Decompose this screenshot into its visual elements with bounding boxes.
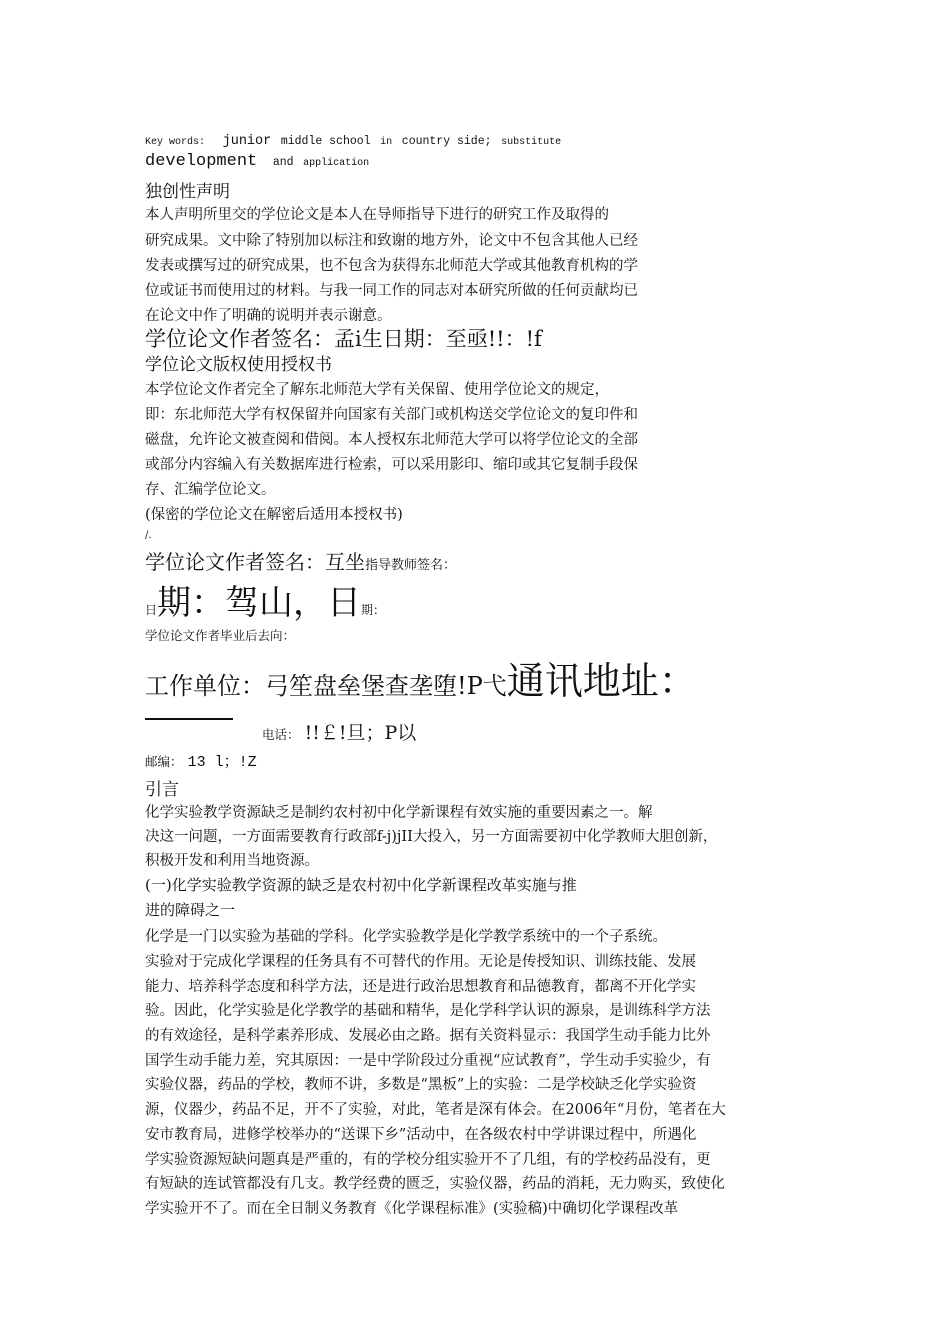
stray-mark: /. — [145, 530, 152, 541]
body-line: 学实验开不了。而在全日制义务教育《化学课程标准》(实验稿)中确切化学课程改革 — [145, 1201, 679, 1217]
address-dash — [145, 718, 233, 720]
advisor-signature-label: 指导教师签名： — [365, 558, 457, 573]
intro-line: 化学实验教学资源缺乏是制约农村初中化学新课程有效实施的重要因素之一。解 — [145, 805, 653, 821]
originality-line: 位或证书而使用过的材料。与我一同工作的同志对本研究所做的任何贡献均已 — [145, 283, 638, 299]
date-main: 期：驾山，日 — [157, 583, 362, 623]
keyword-middle-school: middle school — [280, 135, 371, 148]
body-line: 国学生动手能力差，究其原因：一是中学阶段过分重视“应试教育”，学生动手实验少，有 — [145, 1053, 711, 1069]
keyword-application: application — [303, 158, 370, 169]
postcode-label: 邮编： — [145, 754, 183, 769]
body-line: 验。因此，化学实验是化学教学的基础和精华，是化学科学认识的源泉，是训练科学方法 — [145, 1003, 711, 1019]
date-suffix: 期： — [361, 603, 386, 617]
body-line: 有短缺的连试管都没有几支。教学经费的匮乏，实验仪器，药品的消耗，无力购买，致使化 — [145, 1176, 725, 1192]
copyright-line: 或部分内容编入有关数据库进行检索，可以采用影印、缩印或其它复制手段保 — [145, 457, 638, 473]
body-line: 实验对于完成化学课程的任务具有不可替代的作用。无论是传授知识、训练技能、发展 — [145, 954, 696, 970]
originality-heading: 独创性声明 — [145, 182, 230, 202]
originality-line: 本人声明所里交的学位论文是本人在导师指导下进行的研究工作及取得的 — [145, 207, 609, 223]
postcode-line — [145, 750, 257, 771]
phone-value: !!￡!旦；P以 — [304, 722, 417, 744]
keywords-line-2 — [145, 152, 369, 171]
phone-label: 电话： — [262, 727, 300, 742]
body-line: 源，仪器少，药品不足，开不了实验，对此，笔者是深有体会。在2006年“月份，笔者在大 — [145, 1102, 726, 1118]
keyword-in: in — [380, 137, 393, 148]
copyright-line: 本学位论文作者完全了解东北师范大学有关保留、使用学位论文的规定， — [145, 382, 609, 398]
intro-line: 决这一问题，一方面需要教育行政部f-j)jII大投入，另一方面需要初中化学教师大胆创新， — [145, 829, 718, 845]
originality-line: 研究成果。文中除了特别加以标注和致谢的地方外，论文中不包含其他人已经 — [145, 233, 638, 249]
keyword-junior: junior — [222, 134, 272, 149]
after-grad-label: 学位论文作者毕业后去向： — [145, 628, 296, 643]
copyright-heading: 学位论文版权使用授权书 — [145, 355, 332, 375]
body-line: 化学是一门以实验为基础的学科。化学实验教学是化学教学系统中的一个子系统。 — [145, 929, 667, 945]
copyright-line: 即：东北师范大学有权保留并向国家有关部门或机构送交学位论文的复印件和 — [145, 407, 638, 423]
phone-line — [262, 718, 416, 745]
work-unit: 工作单位：弓笙盘垒堡查垄堕!P弋 — [145, 672, 507, 700]
originality-line: 在论文中作了明确的说明并表示谢意。 — [145, 308, 392, 324]
keyword-development: development — [145, 152, 258, 171]
body-line: 安市教育局，进修学校举办的“送课下乡”活动中，在各级农村中学讲课过程中，所遇化 — [145, 1127, 697, 1143]
keyword-and: and — [272, 156, 294, 169]
postcode-value: 13 l；!Z — [187, 754, 257, 771]
body-line: 学实验资源短缺问题真是严重的，有的学校分组实验开不了几组，有的学校药品没有，更 — [145, 1152, 711, 1168]
date-prefix: 日 — [145, 603, 158, 617]
body-line: 的有效途径，是科学素养形成、发展必由之路。据有关资料显示：我国学生动手能力比外 — [145, 1028, 711, 1044]
section-title: (一)化学实验教学资源的缺乏是农村初中化学新课程改革实施与推 — [145, 876, 577, 894]
copyright-signature-line — [145, 546, 456, 575]
keyword-country-side: country side; — [401, 135, 492, 148]
author-signature: 学位论文作者签名：互坐 — [145, 550, 365, 574]
copyright-date-line — [145, 575, 385, 624]
keywords-label: Key words: — [145, 137, 206, 148]
section-title-cont: 进的障碍之一 — [145, 901, 236, 919]
copyright-note: (保密的学位论文在解密后适用本授权书) — [145, 507, 403, 523]
intro-heading: 引言 — [145, 780, 179, 800]
work-unit-line — [145, 650, 697, 705]
body-line: 实验仪器，药品的学校，教师不讲，多数是“黑板”上的实验：二是学校缺乏化学实验资 — [145, 1077, 697, 1093]
keywords-line-1 — [145, 131, 561, 149]
copyright-line: 磁盘，允许论文被查阅和借阅。本人授权东北师范大学可以将学位论文的全部 — [145, 432, 638, 448]
copyright-line: 存、汇编学位论文。 — [145, 482, 276, 498]
address-label: 通讯地址： — [506, 659, 697, 703]
intro-line: 积极开发和利用当地资源。 — [145, 853, 319, 869]
originality-line: 发表或撰写过的研究成果，也不包含为获得东北师范大学或其他教育机构的学 — [145, 258, 638, 274]
keyword-substitute: substitute — [501, 137, 562, 148]
originality-signature-line: 学位论文作者签名：孟i生日期：至亟!!：!f — [145, 327, 542, 351]
body-line: 能力、培养科学态度和科学方法，还是进行政治思想教育和品德教育，都离不开化学实 — [145, 979, 696, 995]
